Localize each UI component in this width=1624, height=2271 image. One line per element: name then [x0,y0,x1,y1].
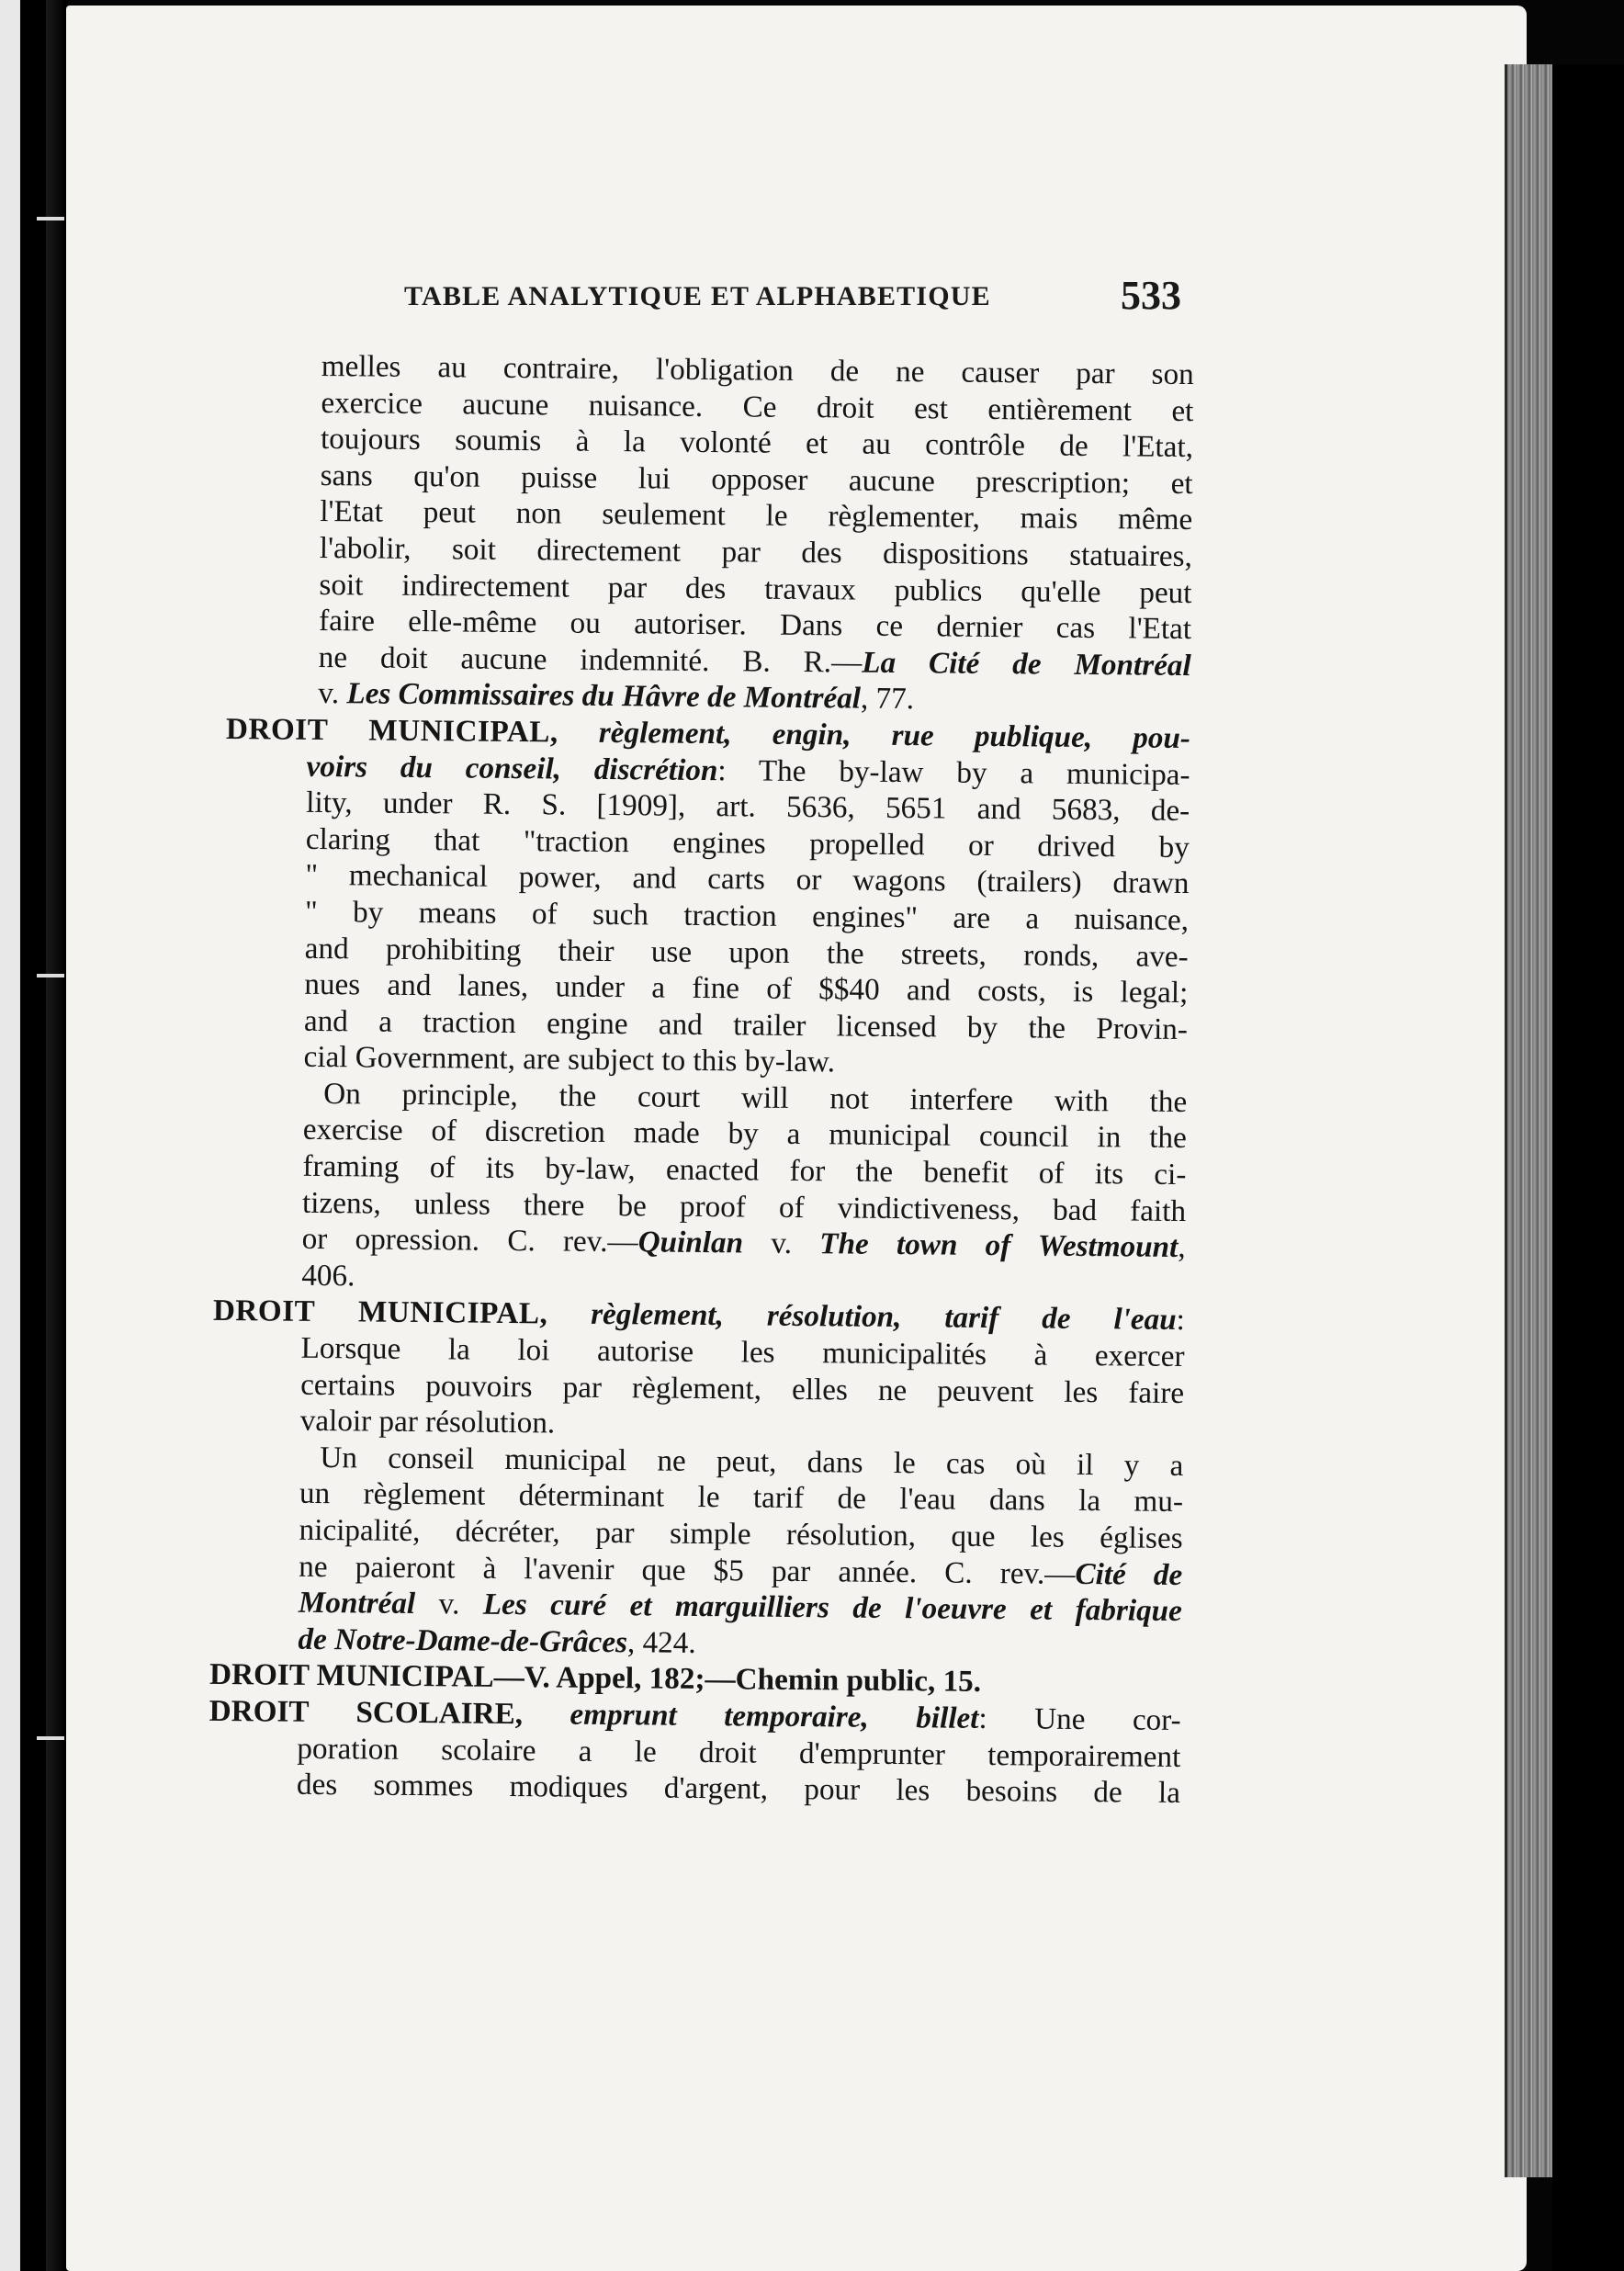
entry-heading: DROIT MUNICIPAL, [225,711,558,750]
text-line: soit indirectement par des travaux publics qu'elle peut [319,567,1192,610]
text-line: On principle, the court will not interfere with the [323,1076,1188,1119]
entry-heading: DROIT MUNICIPAL, [212,1294,548,1331]
entry-heading: DROIT MUNICIPAL [209,1657,494,1695]
text-line: nicipalité, décréter, par simple résolution, que les églises [299,1512,1183,1556]
text-line: Lorsque la loi autorise les municipalités à exercer [300,1330,1185,1374]
book-binding-left [0,0,66,2271]
text-line: ne paieront à l'avenir que $5 par année. C. rev.—Cité de [299,1549,1183,1592]
text-line: l'Etat peut non seulement le règlementer, mais même [320,494,1193,537]
binding-mark [37,1736,64,1740]
text-line: Montréal v. Les curé et marguilliers de l'oeuvre et fabrique [298,1585,1183,1629]
binding-mark [37,974,64,977]
text-line: poration scolaire a le droit d'emprunter temporairement [297,1731,1181,1774]
running-head: TABLE ANALYTIQUE ET ALPHABETIQUE [404,281,991,311]
page-number: 533 [1121,273,1181,318]
binding-mark [37,217,64,220]
text-line: certains pouvoirs par règlement, elles ne peuvent les faire [299,1367,1185,1410]
page-edge-stack [1505,64,1555,2177]
text-line: 406. [301,1258,355,1294]
text-line: l'abolir, soit directement par des dispositions statuaires, [319,530,1193,574]
scan-border-right [1552,64,1624,2271]
text-line: framing of its by-law, enacted for the benefit of its ci- [302,1148,1187,1192]
text-line: ne doit aucune indemnité. B. R.—La Cité de Montréal [318,639,1191,683]
entry-heading-line: DROIT MUNICIPAL, règlement, engin, rue publique, pou- [225,711,1191,755]
text-line: cial Government, are subject to this by-law. [303,1040,836,1079]
text-line: exercice aucune nuisance. Ce droit est entièrement et [321,385,1194,428]
page-header [404,272,1194,327]
text-line: melles au contraire, l'obligation de ne causer par son [321,348,1194,392]
text-line: sans qu'on puisse lui opposer aucune prescription; et [320,458,1193,501]
text-line: and prohibiting their use upon the streets, ronds, ave- [304,931,1189,974]
text-line: Un conseil municipal ne peut, dans le cas où il y a [320,1440,1184,1483]
text-line: nues and lanes, under a fine of $$40 and costs, is legal; [304,966,1189,1011]
entry-heading-line: DROIT MUNICIPAL, règlement, résolution, tarif de l'eau: [212,1294,1186,1338]
text-line: tizens, unless there be proof of vindictiveness, bad faith [301,1185,1187,1228]
index-text [209,347,1194,1812]
text-line: v. Les Commissaires du Hâvre de Montréal, 77. [318,676,915,717]
text-line: voirs du conseil, discrétion: The by-law by a municipa- [306,749,1190,792]
text-line: lity, under R. S. [1909], art. 5636, 5651 and 5683, de- [306,785,1190,829]
text-line: exercise of discretion made by a municipal council in the [302,1113,1187,1156]
text-line: claring that "traction engines propelled or drived by [305,821,1190,864]
text-line: de Notre-Dame-de-Grâces, 424. [298,1621,696,1660]
text-line: des sommes modiques d'argent, pour les besoins de la [296,1767,1181,1811]
text-line: " by means of such traction engines" are a nuisance, [304,894,1190,937]
entry-heading-line: DROIT SCOLAIRE, emprunt temporaire, billet: Une cor- [209,1693,1181,1737]
text-line: un règlement déterminant le tarif de l'eau dans la mu- [299,1476,1184,1520]
entry-heading-line: DROIT MUNICIPAL—V. Appel, 182;—Chemin public, 15. [209,1657,982,1700]
text-line: valoir par résolution. [299,1404,556,1441]
text-line: and a traction engine and trailer licensed by the Provin- [303,1003,1189,1046]
text-line: " mechanical power, and carts or wagons (trailers) drawn [305,858,1190,901]
text-line: or opression. C. rev.—Quinlan v. The town of Westmount, [301,1222,1186,1265]
text-line: toujours soumis à la volonté et au contrôle de l'Etat, [320,422,1194,465]
entry-heading: DROIT SCOLAIRE, [209,1693,524,1732]
text-line: faire elle-même ou autoriser. Dans ce dernier cas l'Etat [318,604,1192,647]
